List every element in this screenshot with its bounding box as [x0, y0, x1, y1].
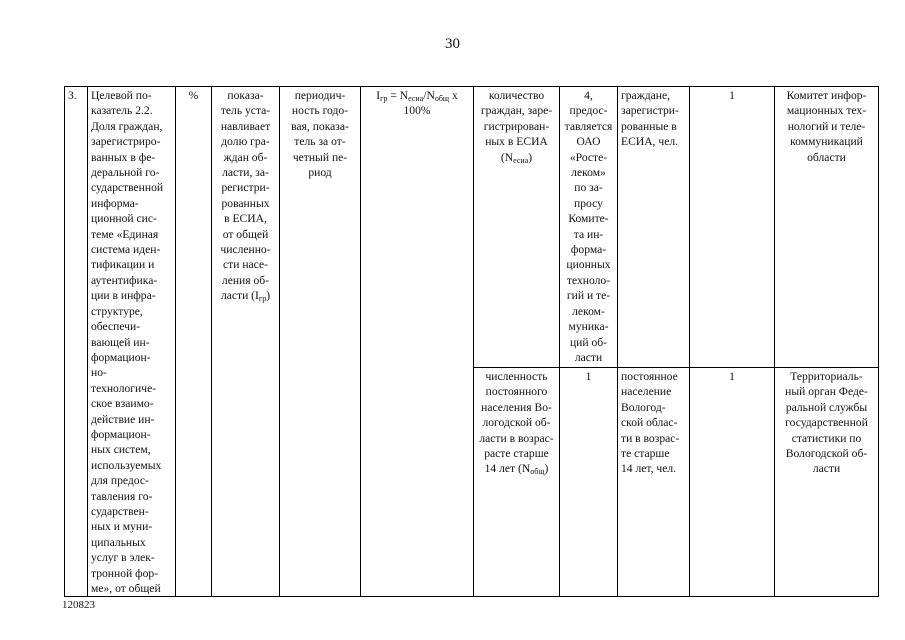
source-line: техноло-	[566, 273, 611, 287]
definition-line: регистри-	[221, 181, 270, 195]
indicator-name-line: теме «Единая	[91, 227, 159, 241]
periodicity-line: вая, показа-	[291, 119, 349, 133]
responsible-line: статистики по	[791, 431, 862, 445]
variable-line: постоянного	[485, 385, 548, 399]
variable-symbol-line	[477, 150, 556, 165]
object-line: Вологод-	[621, 400, 666, 414]
row-number-cell	[65, 87, 88, 597]
source-line: ционных	[566, 258, 611, 272]
responsible-line: мационных тех-	[786, 104, 867, 118]
definition-line: ления об-	[221, 273, 270, 287]
formula-part: = N	[387, 89, 409, 102]
responsible-line: Комитет инфор-	[786, 89, 867, 102]
source-cell	[560, 368, 618, 597]
indicator-name-line: Доля граждан,	[91, 119, 163, 133]
periodicity-line: риод	[308, 166, 332, 180]
object-line: зарегистри-	[621, 104, 679, 118]
indicator-name-line: зарегистриро-	[91, 135, 161, 149]
formula-part: x	[449, 89, 458, 102]
page-number: 30	[445, 36, 460, 52]
indicator-name-line: тронной фор-	[91, 566, 159, 580]
indicator-name-line: действие ин-	[91, 412, 155, 426]
object-cell	[618, 368, 690, 597]
object-line: рованные в	[621, 119, 677, 133]
other-cell	[690, 368, 775, 597]
definition-line: численно-	[220, 243, 271, 257]
responsible-line: нологий и теле-	[787, 119, 866, 133]
indicator-name-line: Целевой по-	[91, 89, 152, 102]
variable-line: ласти в возрас-	[479, 431, 554, 445]
document-code: 120823	[62, 599, 95, 611]
source-line: предос-	[569, 104, 608, 118]
table-row	[65, 87, 879, 368]
responsible-line: ный орган Феде-	[785, 385, 868, 399]
definition-line: сти насе-	[223, 258, 268, 272]
source-line: «Росте-	[569, 150, 608, 164]
definition-line: ждан об-	[223, 150, 268, 164]
definition-line: от общей	[222, 227, 269, 241]
periodicity-line: четный пе-	[292, 150, 348, 164]
row-number: 3.	[68, 89, 77, 102]
source-line: леком»	[571, 166, 606, 180]
indicator-name-line: услуг в элек-	[91, 551, 155, 565]
source-line: 1	[585, 370, 592, 384]
indicator-name-line: ванных в фе-	[91, 150, 156, 164]
responsible-line: ласти	[812, 462, 841, 476]
object-line: ЕСИА, чел.	[621, 135, 679, 149]
object-line: постоянное	[621, 370, 678, 384]
object-line: граждане,	[621, 89, 671, 102]
periodicity-cell	[280, 87, 361, 597]
source-line: форма-	[570, 243, 607, 257]
indicator-name-line: формацион-	[91, 350, 151, 364]
responsible-line: Территориаль-	[790, 370, 863, 384]
source-line: леком-	[572, 304, 605, 318]
definition-last-suffix: )	[266, 289, 271, 303]
source-line: ций об-	[569, 335, 608, 349]
object-line: те старше	[621, 447, 670, 461]
indicator-name-line: ме», от общей	[91, 582, 161, 595]
indicator-name-cell	[88, 87, 176, 597]
unit-cell	[176, 87, 212, 597]
variable-cell	[474, 87, 560, 368]
definition-line: навливает	[220, 119, 271, 133]
source-line: та ин-	[573, 227, 604, 241]
variable-line: логодской об-	[482, 416, 551, 430]
periodicity-line: ность годо-	[291, 104, 349, 118]
indicator-name-line: формацион-	[91, 427, 151, 441]
definition-line: долю гра-	[221, 135, 270, 149]
object-line: население	[621, 385, 672, 399]
other-cell	[690, 87, 775, 368]
variable-symbol-line	[477, 461, 556, 476]
variable-subscript: общ	[530, 467, 545, 477]
responsible-line: коммуникаций	[790, 135, 863, 149]
indicator-name-line: используемых	[91, 458, 162, 472]
responsible-line: области	[807, 150, 846, 164]
definition-last-line	[215, 288, 276, 303]
formula-cell	[361, 87, 474, 597]
indicator-name-line: технологиче-	[91, 381, 157, 395]
indicator-name-line: казатель 2.2.	[91, 104, 153, 118]
formula-subscript: гр	[380, 94, 388, 103]
other-value: 1	[729, 370, 735, 384]
indicator-name-line: обеспечи-	[91, 320, 141, 334]
source-line: 4,	[584, 89, 593, 102]
indicator-name-line: ных систем,	[91, 443, 151, 457]
indicator-name-line: деральной го-	[91, 166, 160, 180]
object-cell	[618, 87, 690, 368]
other-value: 1	[729, 89, 735, 102]
variable-line: граждан, заре-	[480, 104, 553, 118]
source-line: ласти	[574, 350, 603, 364]
indicator-name-line: тавления го-	[91, 489, 153, 503]
responsible-cell	[775, 368, 879, 597]
source-line: муника-	[568, 320, 609, 334]
formula-part: /N	[423, 89, 435, 102]
definition-line: тель уста-	[220, 104, 271, 118]
formula-line-2: 100%	[403, 104, 431, 118]
source-cell	[560, 87, 618, 368]
indicator-name-line: аутентифика-	[91, 273, 158, 287]
variable-line: гистрирован-	[483, 119, 550, 133]
definition-line: показа-	[227, 89, 264, 102]
source-line: гий и те-	[566, 289, 611, 303]
indicator-name-line: но-	[91, 366, 107, 380]
indicator-name-line: тификации и	[91, 258, 155, 272]
variable-line: расте старше	[484, 447, 549, 461]
definition-line: рованных	[221, 196, 270, 210]
indicator-name-line: сударствен-	[91, 504, 149, 518]
indicator-name-line: информа-	[91, 196, 139, 210]
object-line: ти в возрас-	[621, 431, 680, 445]
unit-label: %	[188, 89, 199, 102]
source-line: просу	[574, 196, 603, 210]
source-line: ОАО	[576, 135, 601, 149]
variable-symbol-suffix: )	[544, 462, 549, 476]
indicator-name-line: ское взаимо-	[91, 397, 154, 411]
variable-symbol: (N	[500, 150, 514, 164]
indicator-name-line: ционной сис-	[91, 212, 157, 226]
variable-line: ных в ЕСИА	[485, 135, 548, 149]
indicator-name-line: сударственной	[91, 181, 164, 195]
periodicity-line: периодич-	[294, 89, 346, 102]
formula-line-1	[364, 88, 470, 103]
indicator-name-line: ципальных	[91, 535, 146, 549]
responsible-cell	[775, 87, 879, 368]
variable-symbol: 14 лет (N	[484, 462, 531, 476]
indicator-name-line: для предос-	[91, 474, 149, 488]
source-line: по за-	[574, 181, 603, 195]
responsible-line: государственной	[785, 416, 868, 430]
variable-line: населения Во-	[481, 400, 552, 414]
formula-subscript: есиа	[408, 94, 424, 103]
indicator-name-line: структуре,	[91, 304, 143, 318]
formula-subscript: общ	[434, 94, 450, 103]
definition-subscript: гр	[258, 294, 267, 304]
variable-line: численность	[485, 370, 548, 384]
indicator-table	[64, 86, 879, 597]
source-line: Комите-	[568, 212, 609, 226]
formula-symbol: I	[376, 89, 381, 102]
definition-last-prefix: ласти (I	[220, 289, 259, 303]
indicator-name-line: система иден-	[91, 243, 161, 257]
indicator-name-line: ных и муни-	[91, 520, 153, 534]
variable-symbol-suffix: )	[528, 150, 533, 164]
variable-line: количество	[488, 89, 545, 102]
definition-line: в ЕСИА,	[224, 212, 267, 226]
periodicity-line: тель за от-	[294, 135, 346, 149]
definition-line: ласти, за-	[222, 166, 269, 180]
object-line: 14 лет, чел.	[621, 462, 677, 476]
variable-subscript: есиа	[513, 155, 529, 165]
responsible-line: Вологодской об-	[785, 447, 868, 461]
indicator-name-line: вающей ин-	[91, 335, 150, 349]
definition-cell	[212, 87, 280, 597]
object-line: ской облас-	[621, 416, 678, 430]
variable-cell	[474, 368, 560, 597]
source-line: тавляется	[564, 119, 613, 133]
indicator-name-line: ции в инфра-	[91, 289, 156, 303]
responsible-line: ральной службы	[785, 400, 868, 414]
